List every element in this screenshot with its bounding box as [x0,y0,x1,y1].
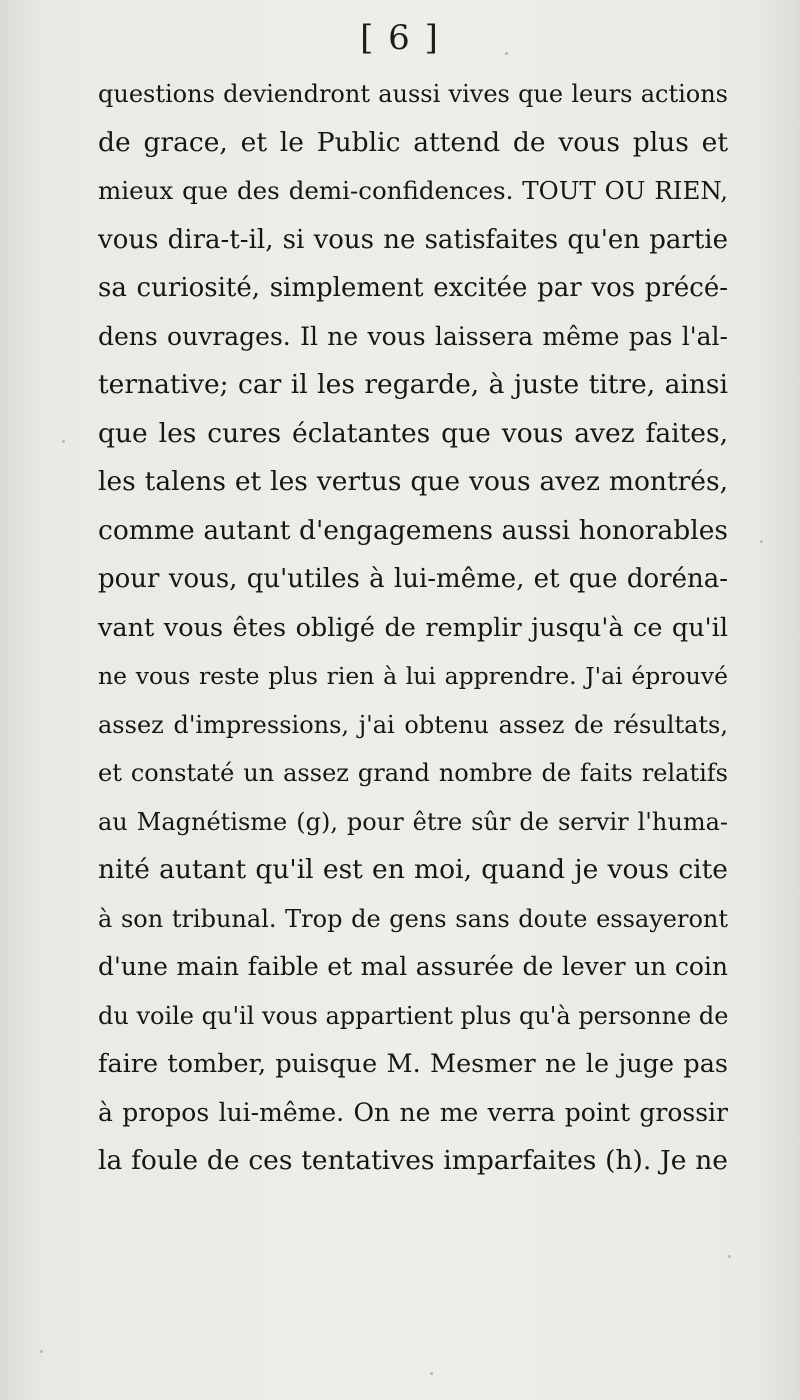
text-line: du voile qu'il vous appartient plus qu'à personne de [98,1001,728,1030]
paper-speck [40,1350,43,1353]
paper-speck [62,440,65,443]
text-line: à propos lui-même. On ne me verra point grossir [98,1097,728,1127]
body-text [98,70,728,1186]
paper-speck [430,1372,433,1375]
paper-speck [505,52,508,55]
text-line: et constaté un assez grand nombre de faits relatifs [98,759,728,787]
text-line: dens ouvrages. Il ne vous laissera même pas l'al- [98,321,728,351]
page-number: [ 6 ] [360,18,440,58]
paper-speck [760,540,763,543]
text-line: mieux que des demi-confidences. TOUT OU RIEN, [98,176,728,205]
text-line: la foule de ces tentatives imparfaites (h). Je ne [98,1145,728,1176]
text-line: vous dira-t-il, si vous ne satisfaites qu'en partie [98,224,728,255]
text-line: à son tribunal. Trop de gens sans doute essayeront [98,904,728,933]
paper-speck [728,1255,731,1258]
text-line: questions deviendront aussi vives que leurs actions [98,80,728,108]
text-line: de grace, et le Public attend de vous plus et [98,126,728,158]
text-line: d'une main faible et mal assurée de lever un coin [98,952,728,981]
text-line: nité autant qu'il est en moi, quand je vous cite [98,854,728,885]
text-line: faire tomber, puisque M. Mesmer ne le juge pas [98,1049,728,1079]
text-line: pour vous, qu'utiles à lui-même, et que doréna- [98,564,728,594]
text-line: ternative; car il les regarde, à juste titre, ainsi [98,369,728,400]
text-line: au Magnétisme (g), pour être sûr de servir l'huma- [98,807,728,836]
text-line: assez d'impressions, j'ai obtenu assez de résultats, [98,710,728,739]
text-line: comme autant d'engagemens aussi honorables [98,514,728,546]
text-line: sa curiosité, simplement excitée par vos précé- [98,273,728,303]
text-line: ne vous reste plus rien à lui apprendre. J'ai éprouvé [98,662,728,690]
text-line: que les cures éclatantes que vous avez faites, [98,417,728,449]
text-line: vant vous êtes obligé de remplir jusqu'à ce qu'il [98,612,728,643]
text-line: les talens et les vertus que vous avez montrés, [98,466,728,497]
